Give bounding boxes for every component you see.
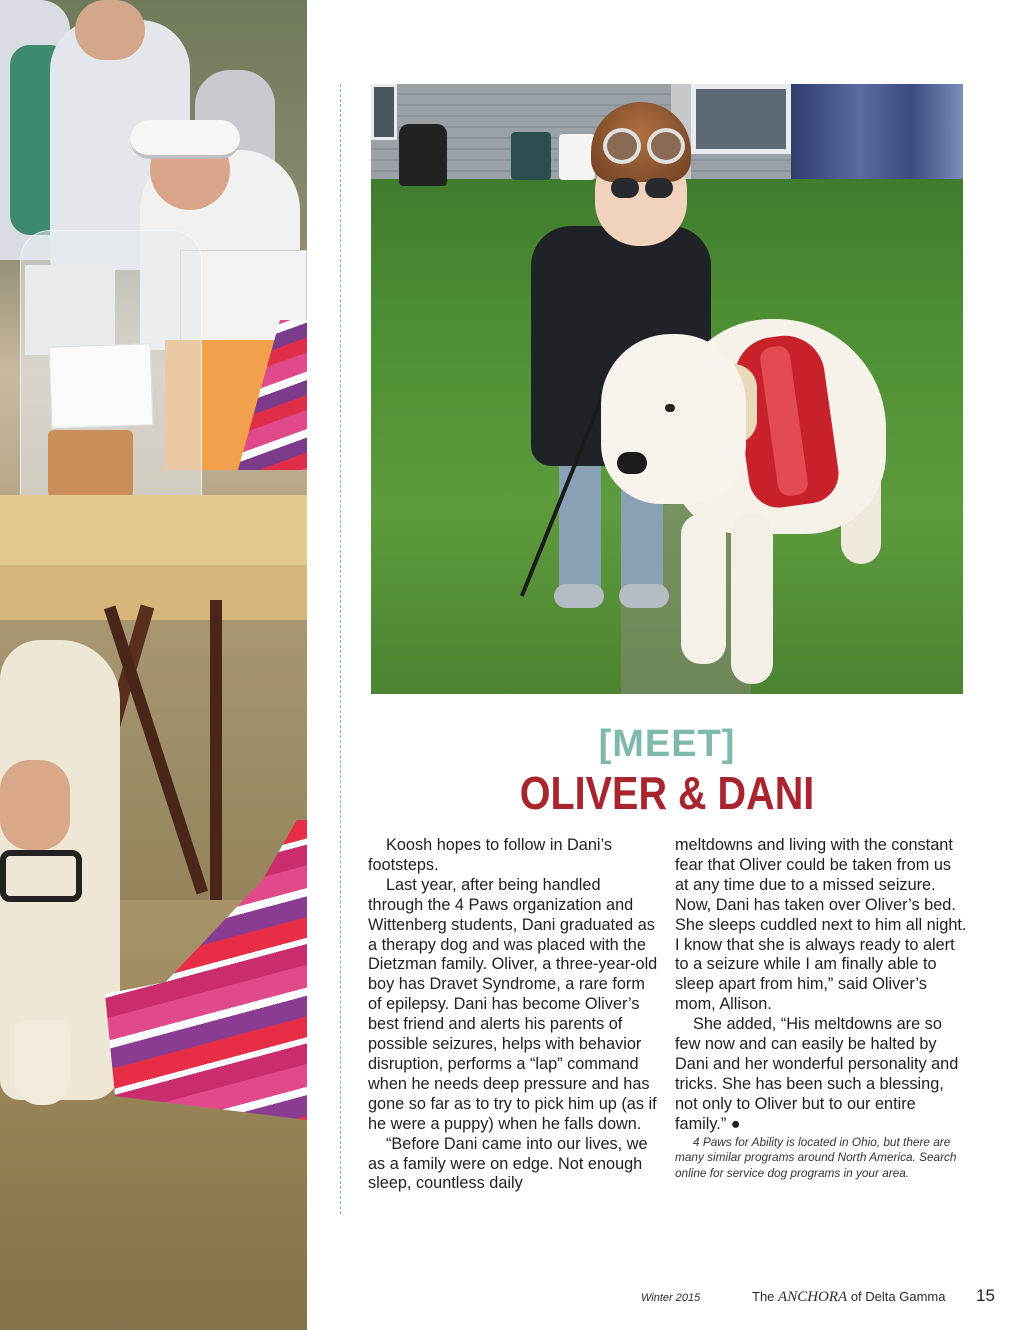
paragraph: “Before Dani came into our lives, we as a family were on edge. Not enough sleep, countless daily xyxy=(368,1134,648,1193)
main-photo-oliver-and-dani xyxy=(371,84,963,694)
photo-hand xyxy=(0,760,70,850)
photo-dog-leg xyxy=(681,514,726,664)
photo-boy-shoe xyxy=(619,584,669,608)
photo-sunglasses xyxy=(645,178,673,198)
photo-table-leg xyxy=(210,600,222,900)
photo-visor xyxy=(130,120,240,159)
photo-dog-head xyxy=(601,334,746,504)
photo-window xyxy=(691,84,791,154)
article-column-2 xyxy=(675,836,967,1181)
footer-title-prefix: The xyxy=(752,1289,775,1304)
footer-issue-date: Winter 2015 xyxy=(641,1292,701,1304)
photo-dog-leg xyxy=(731,514,773,684)
photo-goggle xyxy=(647,128,685,164)
photo-person-head xyxy=(75,0,145,60)
photo-chair xyxy=(559,134,595,180)
photo-boy-shoe xyxy=(554,584,604,608)
footer-title-suffix: of Delta Gamma xyxy=(850,1289,946,1304)
left-event-photo xyxy=(0,0,307,1330)
photo-sunglasses xyxy=(611,178,639,198)
article-kicker: [MEET] xyxy=(598,723,736,765)
footer-magazine-name: ANCHORA xyxy=(778,1289,848,1305)
article-title: OLIVER & DANI xyxy=(519,767,815,819)
photo-dog-eye xyxy=(665,404,675,412)
photo-table xyxy=(0,495,307,575)
paragraph: Koosh hopes to follow in Dani’s footsteps. xyxy=(368,836,612,874)
photo-chair xyxy=(511,132,551,180)
photo-laundry xyxy=(791,84,963,179)
article-column-1 xyxy=(368,836,660,1194)
photo-dog-nose xyxy=(617,452,647,474)
photo-puppy-leg xyxy=(15,1020,70,1105)
photo-goggle xyxy=(603,128,641,164)
photo-harness xyxy=(0,850,82,902)
photo-window xyxy=(371,84,397,140)
photo-table-edge xyxy=(0,565,307,620)
page-number: 15 xyxy=(976,1286,995,1305)
dashed-divider xyxy=(340,84,341,1214)
photo-boy-leg xyxy=(559,454,601,604)
photo-grill xyxy=(399,124,447,186)
article-footnote: 4 Paws for Ability is located in Ohio, but there are many similar programs around North America. Search online for service dog programs in your area. xyxy=(675,1134,957,1180)
paragraph: meltdowns and living with the constant fear that Oliver could be taken from us at any time due to a missed seizure. Now, Dani has taken over Oliver’s bed. She sleeps cuddled next to him all night. I know that she is always ready to alert to a seizure while I am finally able to sleep apart from him,” said Oliver’s mom, Allison. xyxy=(675,836,967,1014)
footer-magazine-title xyxy=(752,1289,945,1306)
paragraph: She added, “His meltdowns are so few now and can easily be halted by Dani and her wonderful personality and tricks. She has been such a blessing, not only to Oliver but to our entire family.” ● xyxy=(675,1015,959,1133)
photo-card xyxy=(49,343,154,429)
paragraph: Last year, after being handled through the 4 Paws organization and Wittenberg students, Dani graduated as a therapy dog and was placed with the Dietzman family. Oliver, a three-year-old boy has Dravet Syndrome, a rare form of epilepsy. Dani has become Oliver’s best friend and alerts his parents of possible seizures, helps with behavior disruption, performs a “lap” command when he needs deep pressure and has gone so far as to try to pick him up (as if he were a puppy) when he falls down. xyxy=(368,875,658,1133)
